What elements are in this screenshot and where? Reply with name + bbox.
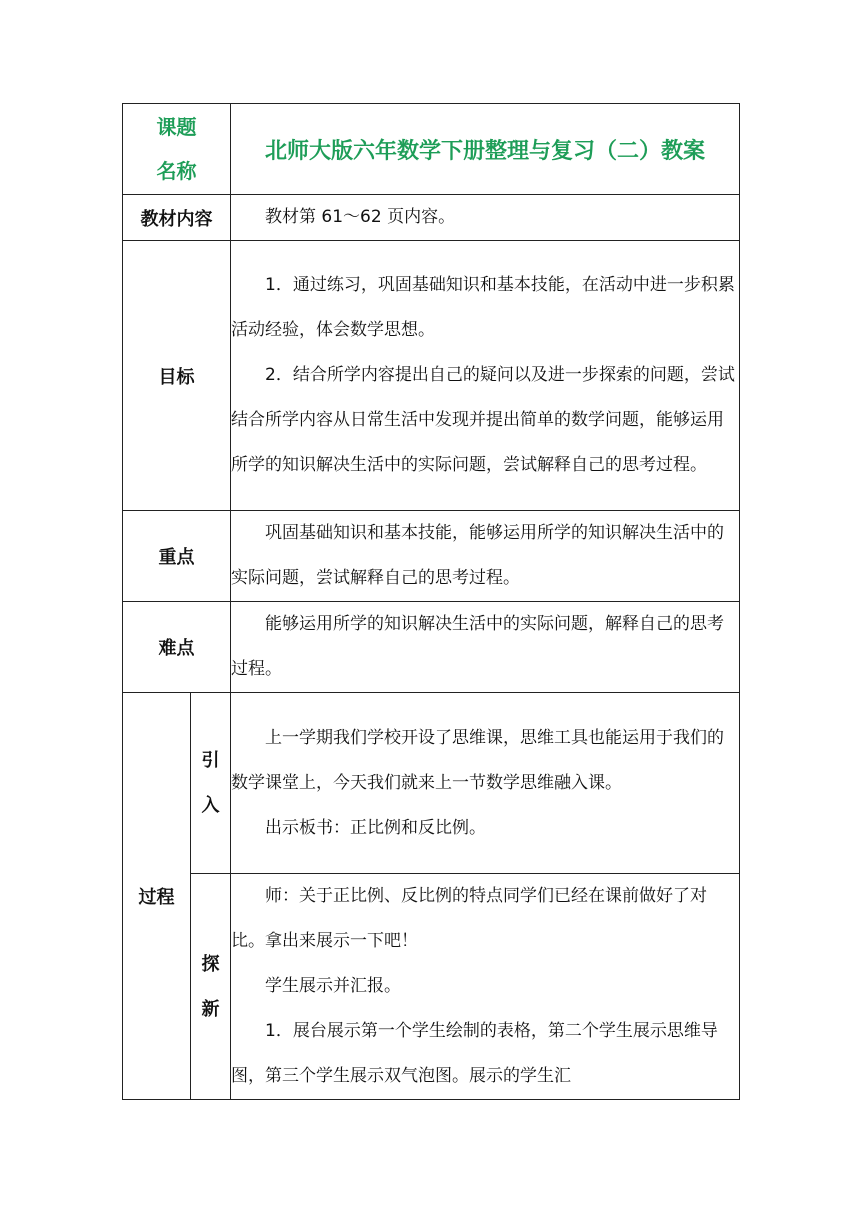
explore-paragraph-1: 师：关于正比例、反比例的特点同学们已经在课前做好了对比。拿出来展示一下吧！ <box>231 886 707 951</box>
intro-label <box>191 693 231 874</box>
intro-label-char-2: 入 <box>201 795 220 816</box>
explore-paragraph-2: 学生展示并汇报。 <box>265 976 401 996</box>
goals-row <box>123 241 740 511</box>
title-label-cell <box>123 104 231 195</box>
intro-cell <box>231 693 740 874</box>
goal-paragraph-1: 1．通过练习，巩固基础知识和基本技能，在活动中进一步积累活动经验，体会数学思想。 <box>231 275 735 340</box>
explore-label-char-1: 探 <box>201 953 220 975</box>
lesson-plan-table <box>122 103 740 1100</box>
title-label-line-2: 名称 <box>156 159 197 183</box>
explore-cell <box>231 874 740 1100</box>
explore-label-char-2: 新 <box>201 998 220 1020</box>
key-points-label: 重点 <box>123 511 231 602</box>
difficulties-text: 能够运用所学的知识解决生活中的实际问题，解释自己的思考过程。 <box>231 614 724 679</box>
goals-label: 目标 <box>123 241 231 511</box>
difficulties-cell <box>231 602 740 693</box>
materials-text: 教材第 61～62 页内容。 <box>265 207 456 227</box>
key-points-row <box>123 511 740 602</box>
difficulties-row <box>123 602 740 693</box>
materials-label: 教材内容 <box>123 195 231 241</box>
lesson-title: 北师大版六年数学下册整理与复习（二）教案 <box>231 104 740 195</box>
materials-row <box>123 195 740 241</box>
difficulties-label: 难点 <box>123 602 231 693</box>
goal-paragraph-2: 2．结合所学内容提出自己的疑问以及进一步探索的问题，尝试结合所学内容从日常生活中发现并提出简单的数学问题，能够运用所学的知识解决生活中的实际问题，尝试解释自己的思考过程。 <box>231 365 735 475</box>
key-points-text: 巩固基础知识和基本技能，能够运用所学的知识解决生活中的实际问题，尝试解释自己的思考过程。 <box>231 523 724 588</box>
explore-label <box>191 874 231 1100</box>
explore-paragraph-3: 1．展台展示第一个学生绘制的表格，第二个学生展示思维导图，第三个学生展示双气泡图。展示的学生汇 <box>231 1021 718 1086</box>
goals-cell <box>231 241 740 511</box>
intro-paragraph-1: 上一学期我们学校开设了思维课，思维工具也能运用于我们的数学课堂上，今天我们就来上一节数学思维融入课。 <box>231 727 724 793</box>
title-label-line-1: 课题 <box>156 115 197 139</box>
intro-paragraph-2: 出示板书：正比例和反比例。 <box>265 817 486 838</box>
materials-cell <box>231 195 740 241</box>
intro-label-char-1: 引 <box>201 750 220 771</box>
process-explore-row <box>123 874 740 1100</box>
process-intro-row <box>123 693 740 874</box>
title-row <box>123 104 740 195</box>
key-points-cell <box>231 511 740 602</box>
process-label: 过程 <box>123 693 191 1100</box>
